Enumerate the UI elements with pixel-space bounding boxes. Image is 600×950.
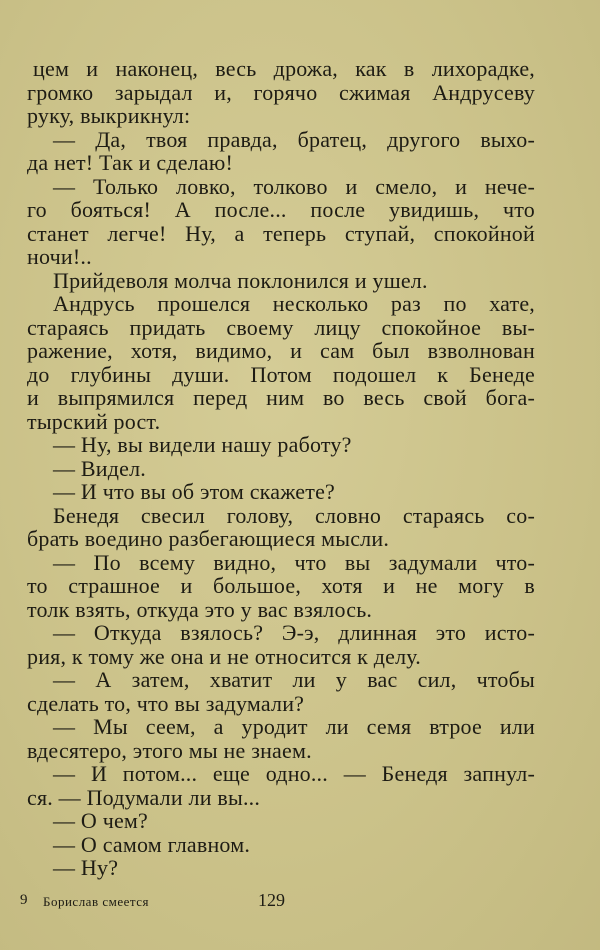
text-line: — По всему видно, что вы задумали что- [53, 549, 535, 575]
text-line: — О самом главном. [53, 831, 251, 857]
signature-number: 9 [20, 892, 28, 908]
text-line: — Видел. [53, 455, 146, 481]
page-footer [0, 888, 600, 914]
text-line: ся. — Подумали ли вы... [27, 784, 261, 810]
page-text-block [27, 57, 535, 880]
text-line: то страшное и большое, хотя и не могу в [27, 573, 535, 598]
text-line: Прийдеволя молча поклонился и ушел. [53, 267, 428, 293]
text-line: до глубины души. Потом подошел к Бенеде [27, 361, 535, 387]
text-line: Андрусь прошелся несколько раз по хате, [53, 291, 535, 316]
text-line: ражение, хотя, видимо, и сам был взволнован [27, 338, 535, 363]
text-line: — Ну, вы видели нашу работу? [53, 432, 352, 457]
text-line: — И что вы об этом скажете? [53, 479, 336, 504]
text-line: цем и наконец, весь дрожа, как в лихорадке, [33, 56, 535, 81]
text-line: — Только ловко, толково и смело, и нече- [53, 173, 535, 199]
page-number: 129 [258, 890, 285, 910]
text-line: толк взять, откуда это у вас взялось. [27, 596, 373, 622]
text-line: тырский рост. [27, 408, 161, 434]
text-line: станет легче! Ну, а теперь ступай, спокойной [27, 220, 535, 246]
text-line: рия, к тому же она и не относится к делу. [27, 643, 422, 669]
text-line: Бенедя свесил голову, словно стараясь со- [53, 502, 535, 528]
text-line: — Ну? [53, 855, 119, 880]
text-line: брать воедино разбегающиеся мысли. [27, 526, 390, 551]
text-line: руку, выкрикнул: [27, 103, 191, 128]
text-line: стараясь придать своему лицу спокойное вы- [27, 314, 535, 340]
text-line: и выпрямился перед ним во весь свой бога- [27, 385, 535, 410]
text-line: вдесятеро, этого мы не знаем. [27, 737, 312, 763]
text-line: — О чем? [53, 808, 149, 833]
signature-title: Борислав смеется [43, 894, 149, 909]
text-line: — Мы сеем, а уродит ли семя втрое или [53, 714, 535, 739]
text-line: — Откуда взялось? Э-э, длинная это исто- [53, 620, 535, 645]
text-line: — А затем, хватит ли у вас сил, чтобы [53, 667, 535, 692]
text-line: го бояться! А после... после увидишь, что [27, 197, 535, 222]
text-line: ночи!.. [27, 244, 92, 269]
text-line: — Да, твоя правда, братец, другого выхо- [53, 126, 535, 152]
text-line: сделать то, что вы задумали? [27, 690, 305, 716]
text-line: да нет! Так и сделаю! [27, 150, 233, 175]
text-line: — И потом... еще одно... — Бенедя запнул- [53, 761, 535, 786]
text-line: громко зарыдал и, горячо сжимая Андрусеву [27, 79, 535, 105]
